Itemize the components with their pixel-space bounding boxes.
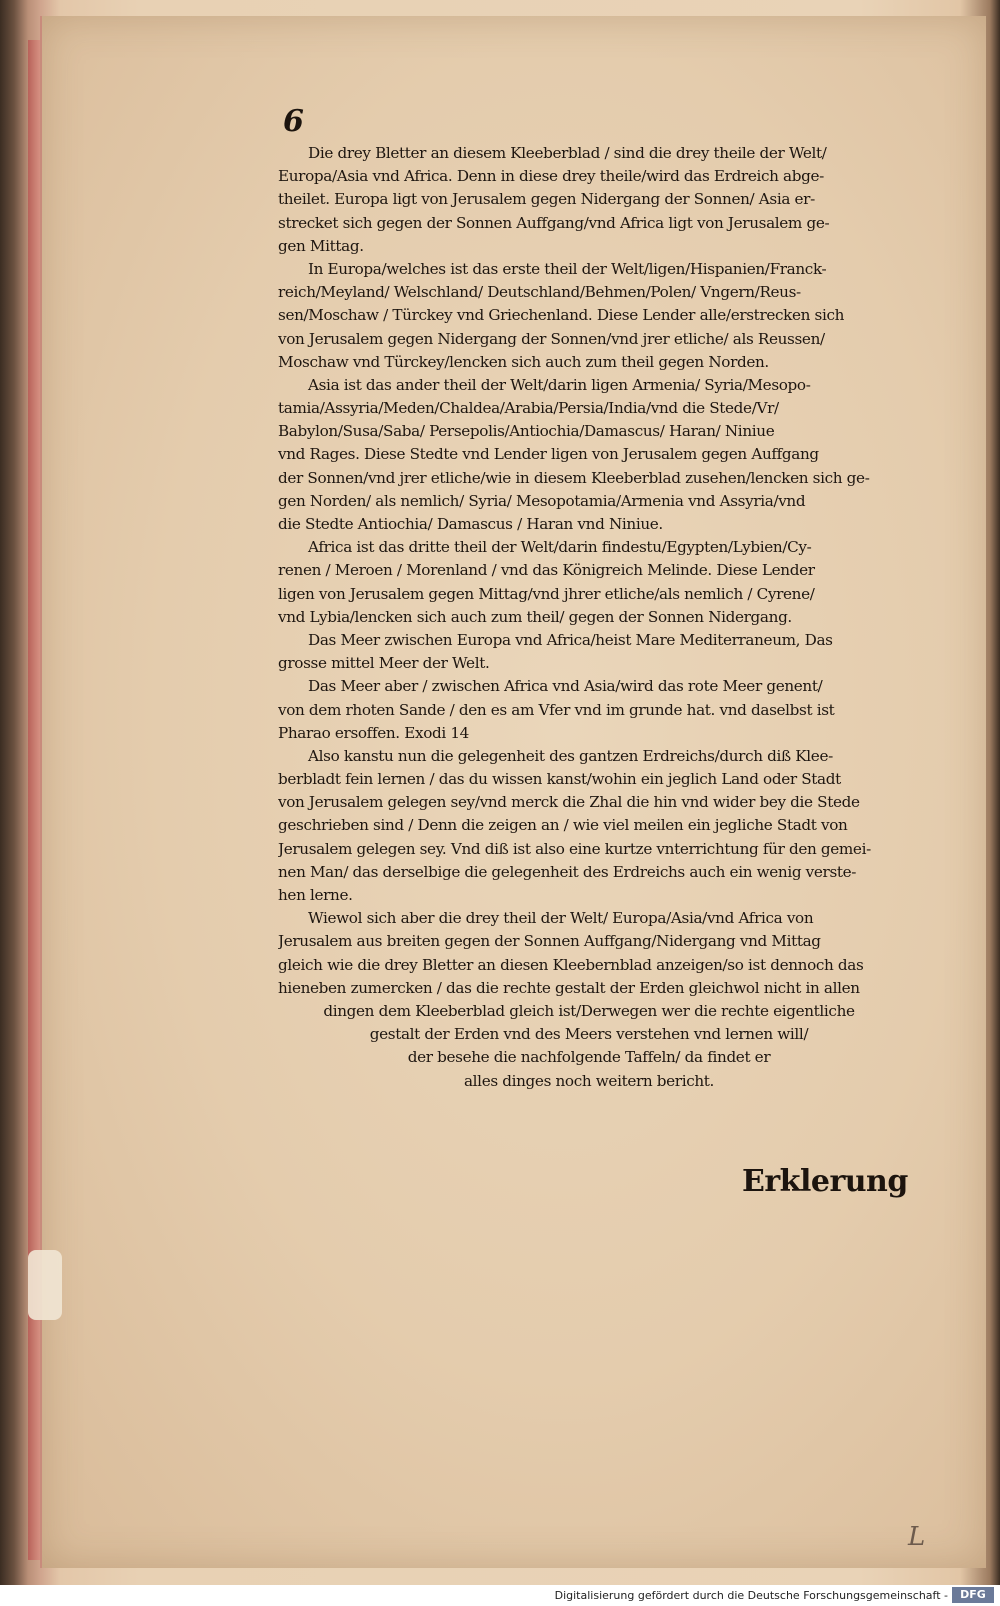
text-line: Babylon/Susa/Saba/ Persepolis/Antiochia/Damascus/ Haran/ Niniue — [278, 422, 775, 441]
text-line: gen Mittag. — [278, 236, 364, 255]
red-page-edge — [28, 40, 40, 1560]
text-line: gleich wie die drey Bletter an diesen Kleebernblad anzeigen/so ist dennoch das — [278, 955, 864, 974]
text-line: grosse mittel Meer der Welt. — [278, 654, 490, 673]
text-line: Moschaw vnd Türckey/lencken sich auch zum theil gegen Norden. — [278, 352, 769, 371]
text-line: strecket sich gegen der Sonnen Auffgang/vnd Africa ligt von Jerusalem ge- — [278, 213, 830, 232]
text-line: Das Meer zwischen Europa vnd Africa/heist Mare Mediterraneum, Das — [308, 630, 833, 649]
tail-text-line: dingen dem Kleeberblad gleich ist/Derwegen wer die rechte eigentliche — [323, 1001, 855, 1020]
text-line: nen Man/ das derselbige die gelegenheit des Erdreichs auch ein wenig verste- — [278, 862, 857, 881]
text-line: vnd Rages. Diese Stedte vnd Lender ligen von Jerusalem gegen Auffgang — [278, 445, 819, 464]
text-line: renen / Meroen / Morenland / vnd das Königreich Melinde. Diese Lender — [278, 561, 815, 580]
text-line: ligen von Jerusalem gegen Mittag/vnd jhrer etliche/als nemlich / Cyrene/ — [278, 584, 815, 603]
text-line: In Europa/welches ist das erste theil der Welt/ligen/Hispanien/Franck- — [308, 259, 827, 278]
text-line: Europa/Asia vnd Africa. Denn in diese drey theile/wird das Erdreich abge- — [278, 167, 824, 186]
catchword: Erklerung — [742, 1164, 908, 1199]
text-line: Also kanstu nun die gelegenheit des gantzen Erdreichs/durch diß Klee- — [308, 746, 833, 765]
text-line: von Jerusalem gelegen sey/vnd merck die Zhal die hin vnd wider bey die Stede — [278, 793, 860, 812]
text-line: hen lerne. — [278, 886, 353, 904]
text-line: Wiewol sich aber die drey theil der Welt/ Europa/Asia/vnd Africa von — [308, 909, 814, 928]
text-line: der Sonnen/vnd jrer etliche/wie in diesem Kleeberblad zusehen/lencken sich ge- — [278, 468, 870, 487]
tail-text-line: alles dinges noch weitern bericht. — [463, 1071, 715, 1090]
text-line: Jerusalem gelegen sey. Vnd diß ist also eine kurtze vnterrichtung für den gemei- — [278, 839, 871, 858]
text-line: hieneben zumercken / das die rechte gestalt der Erden gleichwol nicht in allen — [278, 978, 860, 997]
text-line: sen/Moschaw / Türckey vnd Griechenland. Diese Lender alle/erstrecken sich — [278, 306, 845, 325]
text-line: Die drey Bletter an diesem Kleeberblad / sind die drey theile der Welt/ — [308, 144, 827, 162]
tail-text-line: der besehe die nachfolgende Taffeln/ da findet er — [407, 1048, 771, 1067]
text-line: Pharao ersoffen. Exodi 14 — [278, 723, 469, 742]
text-line: gen Norden/ als nemlich/ Syria/ Mesopotamia/Armenia vnd Assyria/vnd — [278, 491, 806, 510]
pencil-mark: L — [908, 1522, 926, 1552]
tail-text-line: gestalt der Erden vnd des Meers verstehen vnd lernen will/ — [369, 1025, 809, 1044]
text-line: theilet. Europa ligt von Jerusalem gegen Nidergang der Sonnen/ Asia er- — [278, 190, 815, 209]
text-line: Asia ist das ander theil der Welt/darin ligen Armenia/ Syria/Mesopo- — [308, 375, 811, 394]
text-line: berbladt fein lernen / das du wissen kanst/wohin ein jeglich Land oder Stadt — [278, 770, 841, 789]
text-line: die Stedte Antiochia/ Damascus / Haran vnd Niniue. — [278, 515, 663, 533]
dfg-logo: DFG — [952, 1587, 994, 1603]
text-line: reich/Meyland/ Welschland/ Deutschland/Behmen/Polen/ Vngern/Reus- — [278, 283, 801, 302]
text-line: von Jerusalem gegen Nidergang der Sonnen/vnd jrer etliche/ als Reussen/ — [278, 329, 825, 348]
text-line: vnd Lybia/lencken sich auch zum theil/ gegen der Sonnen Nidergang. — [278, 607, 792, 626]
text-line: von dem rhoten Sande / den es am Vfer vnd im grunde hat. vnd daselbst ist — [278, 700, 835, 719]
page-body-text — [278, 142, 900, 1093]
paper-tab-mark — [28, 1250, 62, 1320]
text-line: Das Meer aber / zwischen Africa vnd Asia/wird das rote Meer genent/ — [308, 677, 823, 696]
text-line: Jerusalem aus breiten gegen der Sonnen Auffgang/Nidergang vnd Mittag — [278, 932, 821, 951]
text-line: Africa ist das dritte theil der Welt/darin findestu/Egypten/Lybien/Cy- — [308, 538, 812, 557]
text-line: geschrieben sind / Denn die zeigen an / wie viel meilen ein jegliche Stadt von — [278, 816, 848, 835]
footer-credit: Digitalisierung gefördert durch die Deutsche Forschungsgemeinschaft - — [554, 1589, 948, 1602]
page-number: 6 — [283, 104, 304, 139]
text-line: tamia/Assyria/Meden/Chaldea/Arabia/Persia/India/vnd die Stede/Vr/ — [278, 399, 779, 418]
